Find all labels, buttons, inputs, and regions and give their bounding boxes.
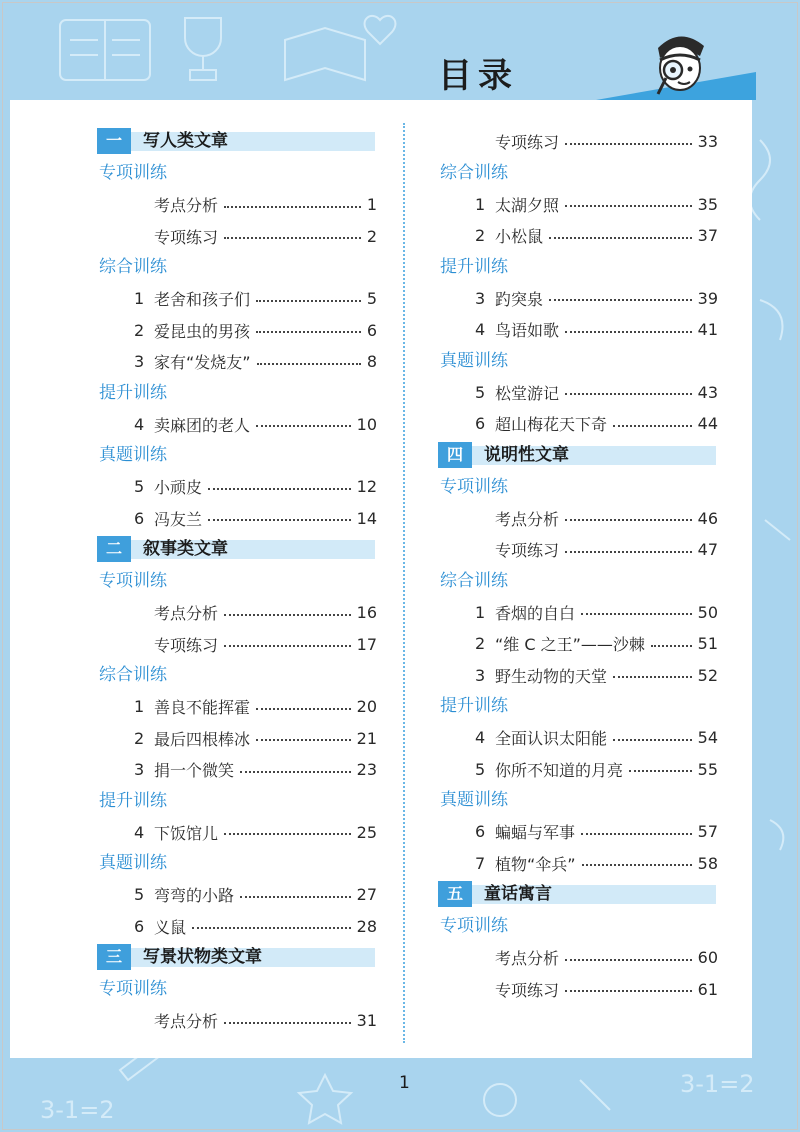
section-bar <box>438 446 716 465</box>
squiggle-doodle <box>750 140 790 850</box>
entry-title: 最后四根棒冰 <box>154 729 251 749</box>
entry-page: 1 <box>366 195 377 215</box>
section-number-badge: 三 <box>97 944 131 970</box>
entry-page: 44 <box>697 414 718 434</box>
dot-leader <box>240 896 351 898</box>
entry-number: 4 <box>134 822 145 842</box>
entry-page: 47 <box>697 540 718 560</box>
trophy-doodle <box>185 18 221 80</box>
entry-page: 61 <box>697 979 718 999</box>
entry-title: 考点分析 <box>154 196 219 216</box>
category-label: 提升训练 <box>440 256 508 277</box>
entry-title: 专项练习 <box>495 980 560 1000</box>
category-label: 专项训练 <box>99 979 167 999</box>
toc-entry[interactable] <box>438 974 718 1006</box>
dot-leader <box>565 519 692 521</box>
entry-title: 考点分析 <box>154 604 219 624</box>
dot-leader <box>224 645 351 647</box>
toc-entry[interactable] <box>438 189 718 221</box>
star-doodle <box>299 1075 351 1123</box>
entry-page: 17 <box>356 634 377 654</box>
category-label: 专项训练 <box>99 571 167 591</box>
entry-page: 51 <box>697 634 718 654</box>
section-header <box>438 442 718 472</box>
toc-entry[interactable] <box>438 660 718 692</box>
entry-page: 27 <box>356 885 377 905</box>
category-label: 真题训练 <box>440 790 508 810</box>
section-number-badge: 一 <box>97 128 131 154</box>
category-label: 真题训练 <box>99 445 167 465</box>
entry-page: 6 <box>366 320 377 340</box>
dot-leader <box>192 927 351 929</box>
entry-title: 香烟的自白 <box>495 603 576 623</box>
entry-title: 松堂游记 <box>495 383 560 403</box>
entry-number: 5 <box>134 477 145 497</box>
category-label: 提升训练 <box>99 382 167 403</box>
entry-page: 50 <box>697 602 718 622</box>
dot-leader <box>256 331 361 333</box>
entry-title: 蝙蝠与军事 <box>495 823 576 843</box>
dot-leader <box>565 551 692 553</box>
toc-entry[interactable] <box>97 221 377 253</box>
entry-title: 专项练习 <box>154 635 219 655</box>
category-label: 专项训练 <box>99 163 167 183</box>
dot-leader <box>256 425 351 427</box>
toc-entry[interactable] <box>97 879 377 911</box>
entry-page: 54 <box>697 728 718 748</box>
entry-title: 野生动物的天堂 <box>495 666 608 686</box>
notebook-doodle <box>60 20 150 80</box>
entry-title: 超山梅花天下奇 <box>495 415 608 435</box>
entry-page: 14 <box>356 508 377 528</box>
entry-page: 43 <box>697 382 718 402</box>
entry-number: 2 <box>134 320 145 340</box>
dot-leader <box>224 206 361 208</box>
entry-title: 爱昆虫的男孩 <box>154 321 251 341</box>
dot-leader <box>224 237 361 239</box>
dot-leader <box>224 1022 351 1024</box>
toc-entry[interactable] <box>438 220 718 252</box>
category-label: 综合训练 <box>99 257 167 277</box>
entry-page: 52 <box>697 665 718 685</box>
entry-number: 3 <box>475 288 486 308</box>
entry-page: 20 <box>356 697 377 717</box>
toc-entry[interactable] <box>438 628 718 660</box>
entry-number: 2 <box>134 728 145 748</box>
toc-entry[interactable] <box>438 503 718 535</box>
entry-page: 35 <box>697 194 718 214</box>
entry-page: 33 <box>697 132 718 152</box>
toc-entry[interactable] <box>438 377 718 409</box>
entry-page: 57 <box>697 822 718 842</box>
entry-number: 7 <box>475 853 486 873</box>
toc-entry[interactable] <box>438 816 718 848</box>
entry-number: 3 <box>475 665 486 685</box>
section-bar <box>97 132 375 151</box>
entry-title: 专项练习 <box>495 541 560 561</box>
entry-number: 6 <box>475 414 486 434</box>
entry-number: 5 <box>134 885 145 905</box>
dot-leader <box>565 331 692 333</box>
section-bar <box>438 885 716 904</box>
entry-title: 太湖夕照 <box>495 195 560 215</box>
entry-number: 1 <box>134 697 145 717</box>
entry-page: 16 <box>356 603 377 623</box>
svg-text:3-1=2: 3-1=2 <box>40 1096 115 1124</box>
entry-page: 10 <box>356 414 377 434</box>
section-title: 写人类文章 <box>143 131 228 151</box>
entry-number: 1 <box>475 194 486 214</box>
dot-leader <box>582 864 692 866</box>
entry-title: 弯弯的小路 <box>154 886 235 906</box>
toc-entry[interactable] <box>97 911 377 943</box>
section-title: 说明性文章 <box>484 444 569 465</box>
toc-entry[interactable] <box>97 817 377 849</box>
dot-leader <box>256 739 351 741</box>
dot-leader <box>565 143 692 145</box>
toc-entry[interactable] <box>438 942 718 974</box>
entry-title: 义鼠 <box>154 917 187 937</box>
entry-number: 3 <box>134 760 145 780</box>
dot-leader <box>224 833 351 835</box>
dot-leader <box>613 739 692 741</box>
entry-title: 小松鼠 <box>495 227 544 247</box>
toc-entry[interactable] <box>97 503 377 535</box>
entry-page: 58 <box>697 853 718 873</box>
entry-page: 55 <box>697 759 718 779</box>
toc-entry[interactable] <box>438 314 718 346</box>
entry-page: 37 <box>697 226 718 246</box>
toc-entry[interactable] <box>438 283 718 315</box>
svg-text:3-1=2: 3-1=2 <box>680 1070 755 1098</box>
entry-title: “维 C 之王”——沙棘 <box>495 635 645 655</box>
page-title: 目录 <box>438 56 518 96</box>
dot-leader <box>208 519 351 521</box>
entry-title: 你所不知道的月亮 <box>495 760 624 780</box>
toc-right-column <box>438 126 718 1005</box>
entry-title: 鸟语如歌 <box>495 321 560 341</box>
entry-title: 卖麻团的老人 <box>154 415 251 435</box>
entry-title: 考点分析 <box>495 509 560 529</box>
entry-title: 植物“伞兵” <box>495 854 576 874</box>
category-label: 提升训练 <box>440 696 508 716</box>
dot-leader <box>613 676 692 678</box>
category-label: 真题训练 <box>440 350 508 371</box>
dot-leader <box>613 425 692 427</box>
toc-entry[interactable] <box>97 754 377 786</box>
dot-leader <box>565 959 692 961</box>
section-number-badge: 五 <box>438 881 472 907</box>
dot-leader <box>256 708 351 710</box>
toc-entry[interactable] <box>97 409 377 441</box>
entry-title: 冯友兰 <box>154 509 203 529</box>
entry-number: 4 <box>475 320 486 340</box>
toc-entry[interactable] <box>438 754 718 786</box>
entry-number: 6 <box>134 508 145 528</box>
math-doodle <box>40 1070 755 1124</box>
heart-doodle <box>365 16 396 44</box>
entry-number: 3 <box>134 352 145 372</box>
section-title: 写景状物类文章 <box>143 947 262 967</box>
dot-leader <box>581 833 692 835</box>
entry-title: 考点分析 <box>154 1012 219 1032</box>
toc-entry[interactable] <box>97 471 377 503</box>
section-header <box>97 128 377 158</box>
entry-title: 全面认识太阳能 <box>495 729 608 749</box>
entry-title: 专项练习 <box>154 227 219 247</box>
toc-entry[interactable] <box>97 315 377 347</box>
toc-entry[interactable] <box>97 629 377 661</box>
entry-number: 5 <box>475 382 486 402</box>
entry-number: 6 <box>475 822 486 842</box>
entry-page: 21 <box>356 728 377 748</box>
section-header <box>438 881 718 911</box>
circle-doodle <box>484 1084 516 1116</box>
section-header <box>97 536 377 566</box>
magnifier-boy-mascot <box>640 26 720 102</box>
entry-number: 4 <box>475 728 486 748</box>
entry-page: 28 <box>356 916 377 936</box>
section-number-badge: 二 <box>97 536 131 562</box>
toc-entry[interactable] <box>438 534 718 566</box>
dot-leader <box>549 237 692 239</box>
toc-entry[interactable] <box>97 189 377 221</box>
column-divider <box>403 123 405 1043</box>
section-title: 叙事类文章 <box>143 539 228 559</box>
toc-entry[interactable] <box>97 723 377 755</box>
dot-leader <box>565 990 692 992</box>
toc-left-column <box>97 126 377 1037</box>
entry-number: 4 <box>134 414 145 434</box>
entry-title: 专项练习 <box>495 133 560 153</box>
section-number-badge: 四 <box>438 442 472 468</box>
entry-page: 31 <box>356 1011 377 1031</box>
toc-entry[interactable] <box>438 848 718 880</box>
dot-leader <box>256 300 361 302</box>
entry-number: 1 <box>475 602 486 622</box>
entry-title: 下饭馆儿 <box>154 823 219 843</box>
dot-leader <box>257 363 361 365</box>
toc-entry[interactable] <box>97 346 377 378</box>
entry-page: 41 <box>697 320 718 340</box>
entry-page: 23 <box>356 760 377 780</box>
dot-leader <box>565 393 692 395</box>
dot-leader <box>240 771 351 773</box>
category-label: 真题训练 <box>99 853 167 873</box>
toc-entry[interactable] <box>97 1005 377 1037</box>
section-bar <box>97 540 375 559</box>
entry-page: 25 <box>356 822 377 842</box>
dot-leader <box>208 488 351 490</box>
toc-entry[interactable] <box>97 283 377 315</box>
entry-number: 6 <box>134 916 145 936</box>
page-number: 1 <box>399 1073 410 1093</box>
section-title: 童话寓言 <box>484 884 552 904</box>
category-label: 综合训练 <box>440 570 508 591</box>
dot-leader <box>629 770 692 772</box>
entry-number: 2 <box>475 226 486 246</box>
toc-entry[interactable] <box>438 597 718 629</box>
toc-entry[interactable] <box>438 408 718 440</box>
entry-title: 趵突泉 <box>495 289 544 309</box>
toc-entry[interactable] <box>438 722 718 754</box>
entry-page: 39 <box>697 288 718 308</box>
entry-number: 2 <box>475 634 486 654</box>
toc-entry[interactable] <box>97 691 377 723</box>
dot-leader <box>549 299 692 301</box>
entry-title: 捐一个微笑 <box>154 761 235 781</box>
entry-title: 善良不能挥霍 <box>154 698 251 718</box>
category-label: 提升训练 <box>99 790 167 811</box>
entry-title: 小顽皮 <box>154 478 203 498</box>
entry-page: 46 <box>697 508 718 528</box>
section-header <box>97 944 377 974</box>
entry-page: 5 <box>366 289 377 309</box>
category-label: 综合训练 <box>440 162 508 183</box>
entry-number: 5 <box>475 759 486 779</box>
dot-leader <box>224 614 351 616</box>
entry-page: 12 <box>356 477 377 497</box>
dot-leader <box>565 205 692 207</box>
category-label: 专项训练 <box>440 916 508 936</box>
entry-page: 2 <box>366 226 377 246</box>
book-doodle <box>285 28 365 80</box>
dot-leader <box>651 645 692 647</box>
entry-title: 家有“发烧友” <box>154 353 251 373</box>
entry-page: 60 <box>697 948 718 968</box>
entry-title: 考点分析 <box>495 949 560 969</box>
dot-leader <box>581 613 692 615</box>
entry-page: 8 <box>366 352 377 372</box>
category-label: 专项训练 <box>440 476 508 497</box>
entry-number: 1 <box>134 289 145 309</box>
toc-entry[interactable] <box>438 126 718 158</box>
toc-entry[interactable] <box>97 597 377 629</box>
entry-title: 老舍和孩子们 <box>154 290 251 310</box>
category-label: 综合训练 <box>99 665 167 685</box>
